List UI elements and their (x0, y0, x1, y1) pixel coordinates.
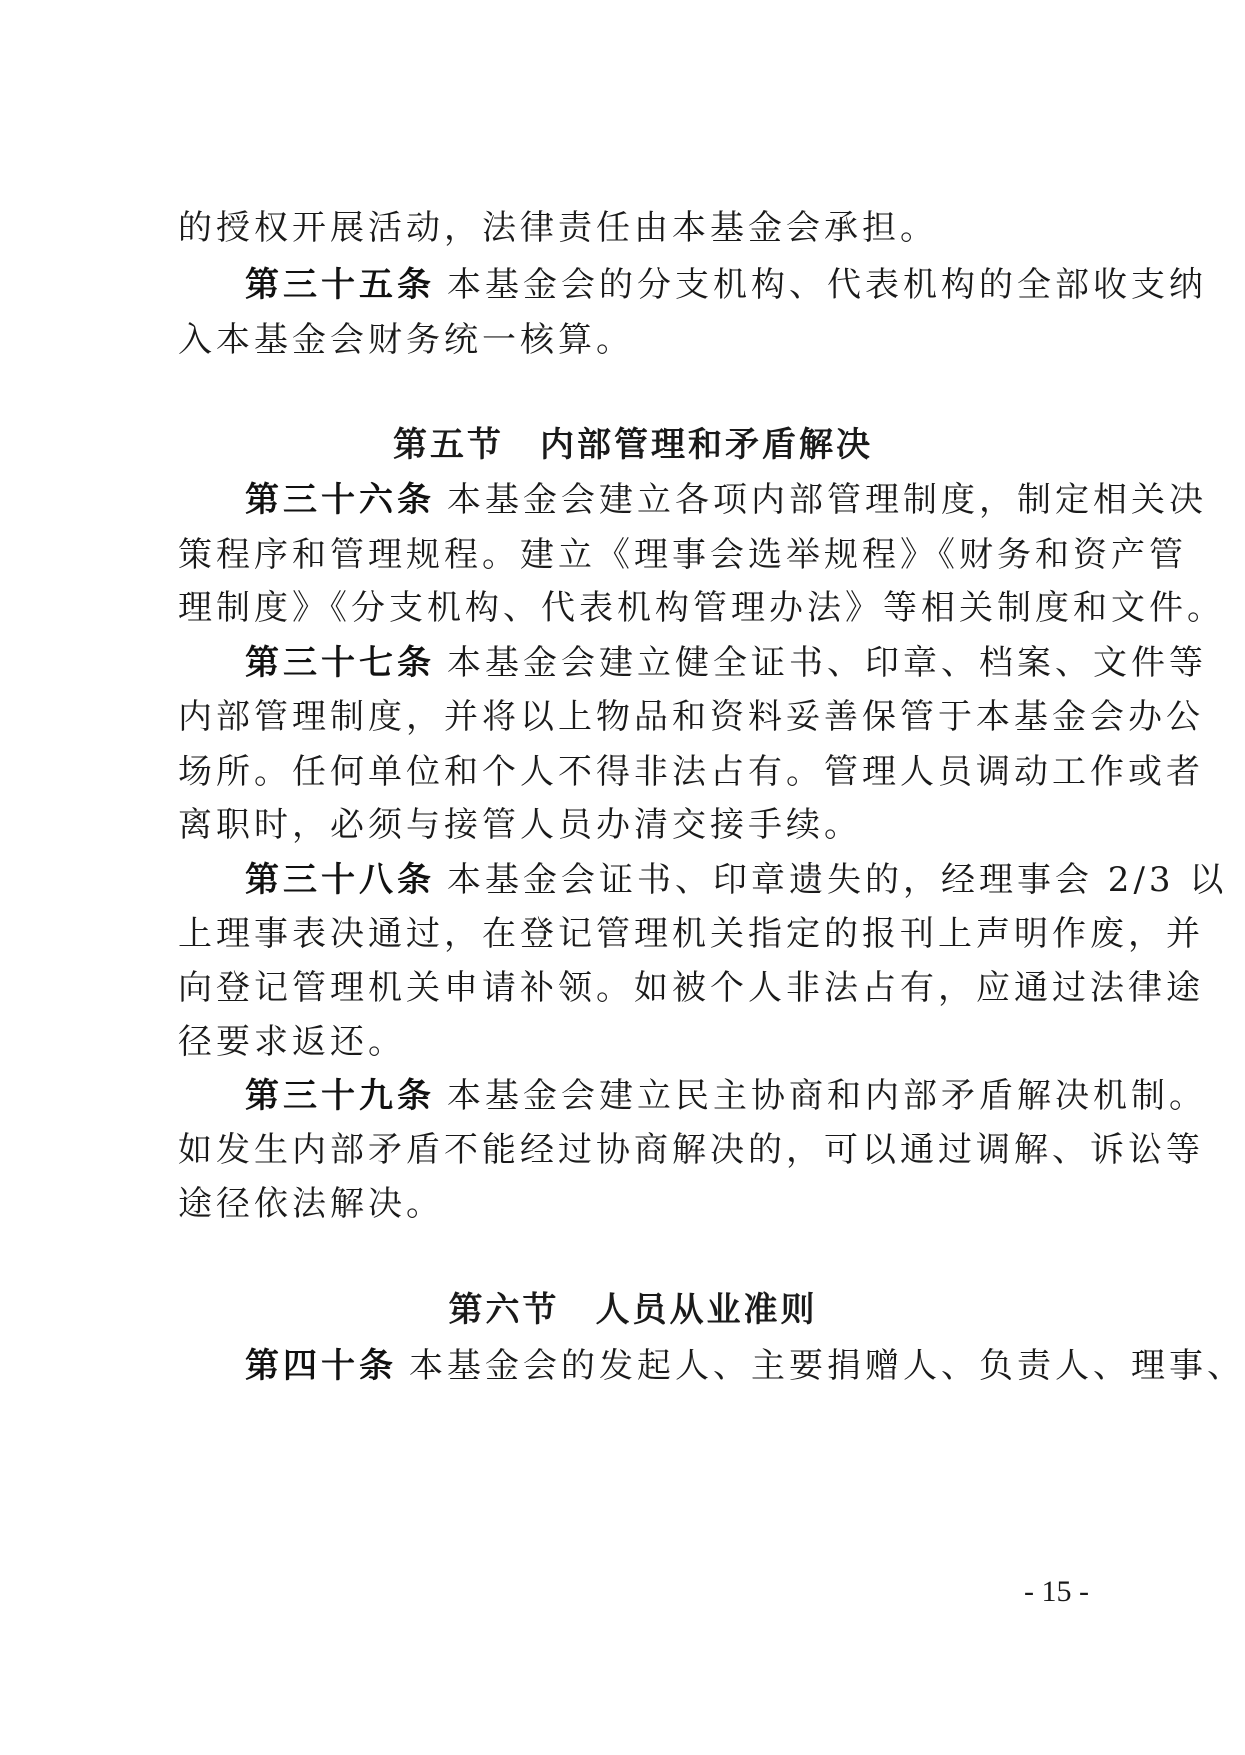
article-36-line-2: 策程序和管理规程。建立《理事会选举规程》《财务和资产管 (178, 535, 1187, 575)
article-37-line-1: 第三十七条 本基金会建立健全证书、印章、档案、文件等 (245, 643, 1207, 683)
article-39-line-3: 途径依法解决。 (178, 1184, 444, 1224)
article-35-label: 第三十五条 (245, 265, 435, 305)
article-37-line-4: 离职时，必须与接管人员办清交接手续。 (178, 805, 862, 845)
article-40-label: 第四十条 (245, 1346, 397, 1386)
article-38-line-4: 径要求返还。 (178, 1022, 406, 1062)
page-number: - 15 - (1024, 1575, 1089, 1608)
section-6-heading: 第六节 人员从业准则 (448, 1290, 818, 1330)
article-38-line-1: 第三十八条 本基金会证书、印章遗失的，经理事会 2/3 以 (245, 860, 1228, 900)
section-5-heading: 第五节 内部管理和矛盾解决 (393, 425, 873, 465)
article-37-label: 第三十七条 (245, 643, 435, 683)
article-40-line-1: 第四十条 本基金会的发起人、主要捐赠人、负责人、理事、 (245, 1346, 1245, 1386)
article-39-line-1: 第三十九条 本基金会建立民主协商和内部矛盾解决机制。 (245, 1076, 1207, 1116)
article-38-line-2: 上理事表决通过，在登记管理机关指定的报刊上声明作废，并 (178, 914, 1204, 954)
article-37-line-2: 内部管理制度，并将以上物品和资料妥善保管于本基金会办公 (178, 697, 1204, 737)
article-38-line-3: 向登记管理机关申请补领。如被个人非法占有，应通过法律途 (178, 968, 1204, 1008)
article-36-line-1: 第三十六条 本基金会建立各项内部管理制度，制定相关决 (245, 480, 1207, 520)
article-35-line-1: 第三十五条 本基金会的分支机构、代表机构的全部收支纳 (245, 265, 1207, 305)
text-line: 的授权开展活动，法律责任由本基金会承担。 (178, 208, 938, 248)
article-39-line-2: 如发生内部矛盾不能经过协商解决的，可以通过调解、诉讼等 (178, 1130, 1204, 1170)
article-37-line-3: 场所。任何单位和个人不得非法占有。管理人员调动工作或者 (178, 752, 1204, 792)
article-35-line-2: 入本基金会财务统一核算。 (178, 320, 634, 360)
article-39-label: 第三十九条 (245, 1076, 435, 1116)
article-38-label: 第三十八条 (245, 860, 435, 900)
article-36-label: 第三十六条 (245, 480, 435, 520)
article-36-line-3: 理制度》《分支机构、代表机构管理办法》等相关制度和文件。 (178, 588, 1225, 628)
